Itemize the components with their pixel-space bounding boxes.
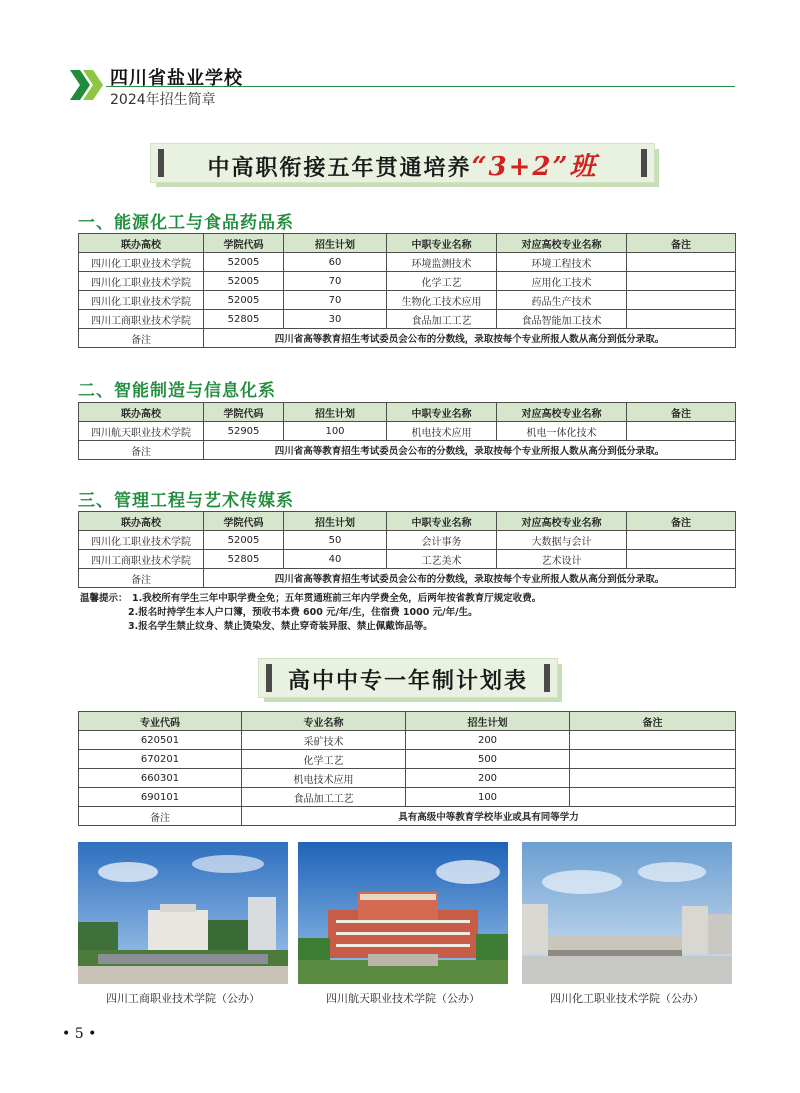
cell-quota: 60: [284, 253, 387, 272]
col-header: 对应高校专业名称: [497, 234, 627, 253]
cell-college-major: 机电一体化技术: [497, 422, 627, 441]
col-header: 专业代码: [79, 712, 242, 731]
cell-remark: [570, 731, 736, 750]
banner-3plus2: [150, 143, 655, 183]
cell-college-major: 药品生产技术: [497, 291, 627, 310]
table-row: [79, 422, 736, 441]
cell-major-code: 620501: [79, 731, 242, 750]
cell-college: 四川化工职业技术学院: [79, 531, 204, 550]
col-header: 学院代码: [204, 512, 284, 531]
note-label: 备注: [79, 807, 242, 826]
cell-major-code: 670201: [79, 750, 242, 769]
section-table-1: [78, 233, 736, 348]
cell-college-major: 环境工程技术: [497, 253, 627, 272]
section-table-2: [78, 402, 736, 460]
table-row: [79, 769, 736, 788]
col-header: 学院代码: [204, 403, 284, 422]
cell-remark: [627, 272, 736, 291]
tip-item: 3.报名学生禁止纹身、禁止烫染发、禁止穿奇装异服、禁止佩戴饰品等。: [128, 621, 433, 632]
cell-remark: [627, 310, 736, 329]
table-row: [79, 272, 736, 291]
cell-quota: 500: [406, 750, 570, 769]
cell-quota: 30: [284, 310, 387, 329]
school-name: 四川省盐业学校: [110, 68, 243, 89]
table-row: [79, 731, 736, 750]
col-header: 中职专业名称: [387, 403, 497, 422]
cell-college-major: 艺术设计: [497, 550, 627, 569]
cell-remark: [627, 422, 736, 441]
photo-caption: 四川化工职业技术学院（公办）: [550, 992, 704, 1005]
section-title-3: 三、管理工程与艺术传媒系: [78, 491, 294, 511]
banner-one-year-plan: [258, 658, 558, 698]
table-note-row: [79, 569, 736, 588]
cell-college: 四川化工职业技术学院: [79, 291, 204, 310]
note-text: 四川省高等教育招生考试委员会公布的分数线，录取按每个专业所报人数从高分到低分录取。: [204, 569, 736, 588]
cell-quota: 200: [406, 731, 570, 750]
cell-major-name: 机电技术应用: [242, 769, 406, 788]
cell-code: 52805: [204, 550, 284, 569]
tip-item: 2.报名时持学生本人户口簿，预收书本费 600 元/年/生，住宿费 1000 元/年/生。: [128, 607, 478, 618]
cell-major: 工艺美术: [387, 550, 497, 569]
cell-remark: [627, 531, 736, 550]
campus-photo-huagong: [522, 842, 732, 984]
col-header: 联办高校: [79, 512, 204, 531]
cell-quota: 70: [284, 291, 387, 310]
cell-college-major: 食品智能加工技术: [497, 310, 627, 329]
cell-major-name: 食品加工工艺: [242, 788, 406, 807]
cell-major: 机电技术应用: [387, 422, 497, 441]
banner-one-year-text: 高中中专一年制计划表: [287, 668, 528, 694]
table-row: [79, 291, 736, 310]
cell-code: 52005: [204, 253, 284, 272]
cell-remark: [627, 291, 736, 310]
cell-remark: [570, 769, 736, 788]
col-header: 专业名称: [242, 712, 406, 731]
col-header: 中职专业名称: [387, 234, 497, 253]
page-header: [70, 64, 735, 108]
banner-3plus2-text: 中高职衔接五年贯通培养: [207, 155, 472, 181]
cell-college-major: 大数据与会计: [497, 531, 627, 550]
campus-photo-gongshang: [78, 842, 288, 984]
cell-college-major: 应用化工技术: [497, 272, 627, 291]
col-header: 联办高校: [79, 403, 204, 422]
cell-quota: 50: [284, 531, 387, 550]
col-header: 招生计划: [284, 403, 387, 422]
section-title-1: 一、能源化工与食品药品系: [78, 213, 294, 233]
table-row: [79, 531, 736, 550]
cell-major: 环境监测技术: [387, 253, 497, 272]
cell-quota: 200: [406, 769, 570, 788]
banner-3plus2-highlight: “3+2”班: [471, 152, 598, 182]
photo-caption: 四川工商职业技术学院（公办）: [106, 992, 260, 1005]
section-title-2: 二、智能制造与信息化系: [78, 381, 276, 401]
col-header: 招生计划: [284, 512, 387, 531]
note-text: 四川省高等教育招生考试委员会公布的分数线，录取按每个专业所报人数从高分到低分录取。: [204, 441, 736, 460]
cell-remark: [570, 788, 736, 807]
col-header: 招生计划: [284, 234, 387, 253]
cell-college: 四川工商职业技术学院: [79, 310, 204, 329]
table-note-row: [79, 807, 736, 826]
table-row: [79, 310, 736, 329]
cell-quota: 40: [284, 550, 387, 569]
cell-remark: [627, 253, 736, 272]
cell-code: 52005: [204, 291, 284, 310]
cell-quota: 70: [284, 272, 387, 291]
cell-major: 会计事务: [387, 531, 497, 550]
cell-code: 52005: [204, 531, 284, 550]
cell-quota: 100: [406, 788, 570, 807]
col-header: 学院代码: [204, 234, 284, 253]
tip-item: 1.我校所有学生三年中职学费全免；五年贯通班前三年内学费全免，后两年按省教育厅规定收费。: [132, 593, 542, 604]
table-row: [79, 253, 736, 272]
cell-code: 52005: [204, 272, 284, 291]
col-header: 中职专业名称: [387, 512, 497, 531]
table-note-row: [79, 329, 736, 348]
cell-major-name: 采矿技术: [242, 731, 406, 750]
cell-remark: [627, 550, 736, 569]
campus-photo-hangtian: [298, 842, 508, 984]
cell-college: 四川化工职业技术学院: [79, 253, 204, 272]
table-row: [79, 750, 736, 769]
note-label: 备注: [79, 569, 204, 588]
cell-major: 生物化工技术应用: [387, 291, 497, 310]
photo-caption: 四川航天职业技术学院（公办）: [326, 992, 480, 1005]
cell-college: 四川工商职业技术学院: [79, 550, 204, 569]
cell-code: 52905: [204, 422, 284, 441]
col-header: 备注: [570, 712, 736, 731]
table-row: [79, 550, 736, 569]
col-header: 招生计划: [406, 712, 570, 731]
col-header: 备注: [627, 512, 736, 531]
section-table-3: [78, 511, 736, 588]
tips-label: 温馨提示：: [80, 593, 128, 604]
table-row: [79, 788, 736, 807]
cell-major-code: 690101: [79, 788, 242, 807]
cell-major-code: 660301: [79, 769, 242, 788]
table-note-row: [79, 441, 736, 460]
col-header: 对应高校专业名称: [497, 512, 627, 531]
page-number: • 5 •: [62, 1026, 97, 1042]
col-header: 联办高校: [79, 234, 204, 253]
note-label: 备注: [79, 441, 204, 460]
col-header: 对应高校专业名称: [497, 403, 627, 422]
cell-major-name: 化学工艺: [242, 750, 406, 769]
cell-major: 化学工艺: [387, 272, 497, 291]
cell-college: 四川航天职业技术学院: [79, 422, 204, 441]
note-text: 四川省高等教育招生考试委员会公布的分数线，录取按每个专业所报人数从高分到低分录取。: [204, 329, 736, 348]
col-header: 备注: [627, 403, 736, 422]
note-label: 备注: [79, 329, 204, 348]
cell-major: 食品加工工艺: [387, 310, 497, 329]
brochure-subtitle: 2024年招生简章: [110, 92, 216, 108]
cell-remark: [570, 750, 736, 769]
tips-block: [80, 592, 541, 634]
cell-quota: 100: [284, 422, 387, 441]
double-chevron-icon: [70, 70, 104, 100]
one-year-plan-table: [78, 711, 736, 826]
col-header: 备注: [627, 234, 736, 253]
cell-college: 四川化工职业技术学院: [79, 272, 204, 291]
cell-code: 52805: [204, 310, 284, 329]
note-text: 具有高级中等教育学校毕业或具有同等学力: [242, 807, 736, 826]
header-divider: [106, 86, 735, 87]
